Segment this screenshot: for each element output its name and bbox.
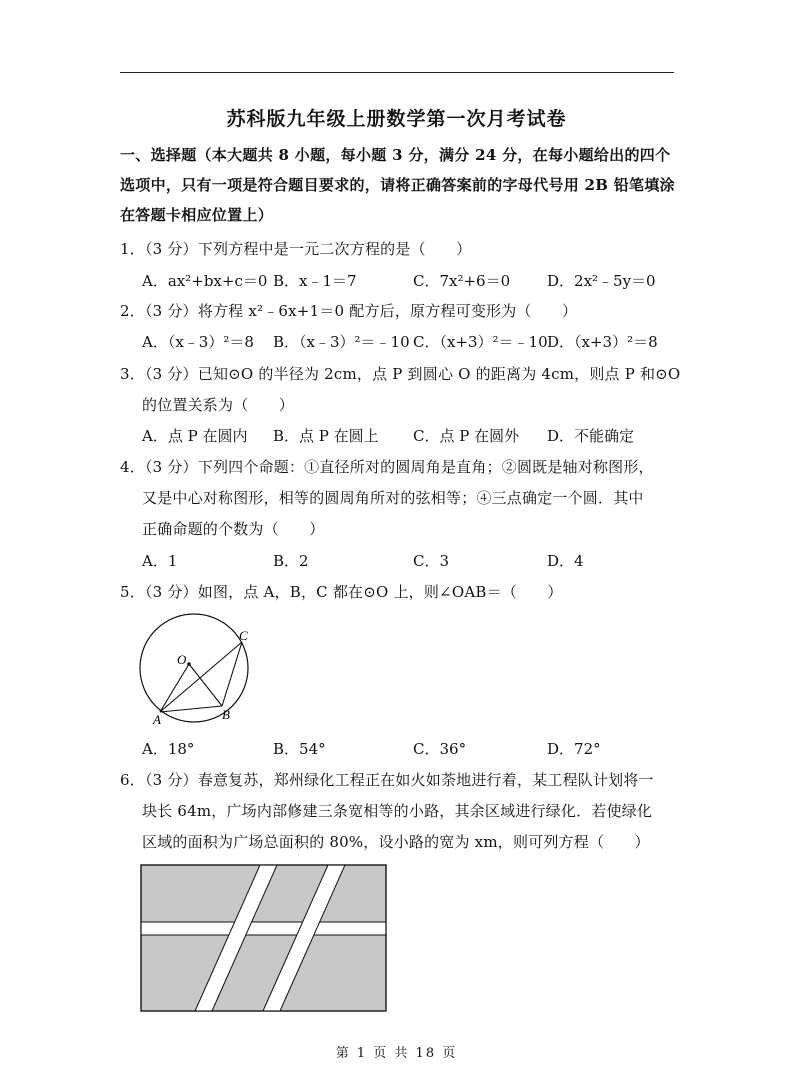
question-4-stem-line-1: 4．（3 分）下列四个命题：①直径所对的圆周角是直角；②圆既是轴对称图形， bbox=[120, 458, 654, 476]
question-3-option-b: B．点 P 在圆上 bbox=[273, 427, 379, 445]
question-3-option-a: A．点 P 在圆内 bbox=[142, 427, 248, 445]
top-rule bbox=[120, 72, 674, 73]
page-title: 苏科版九年级上册数学第一次月考试卷 bbox=[226, 108, 567, 130]
label-a: A bbox=[153, 712, 161, 727]
question-1-option-c: C．7x²+6＝0 bbox=[413, 272, 511, 290]
question-3-stem-line-2: 的位置关系为（ ） bbox=[142, 396, 295, 414]
question-5-stem: 5．（3 分）如图，点 A，B，C 都在⊙O 上，则∠OAB＝（ ） bbox=[120, 583, 563, 601]
question-3-option-c: C．点 P 在圆外 bbox=[413, 427, 520, 445]
section-heading: 一、选择题（本大题共 8 小题，每小题 3 分，满分 24 分，在每小题给出的四个选项中，只有一项是符合题目要求的，请将正确答案前的字母代号用 2B 铅笔填涂在答题卡相应位置上） bbox=[120, 146, 675, 224]
question-2-option-b: B．（x﹣3）²＝﹣10 bbox=[273, 333, 410, 351]
horizontal-path bbox=[141, 922, 386, 935]
question-4-option-b: B．2 bbox=[273, 552, 309, 570]
question-4-stem-line-2: 又是中心对称图形，相等的圆周角所对的弦相等；④三点确定一个圆．其中 bbox=[142, 489, 644, 507]
question-2-stem: 2．（3 分）将方程 x²﹣6x+1＝0 配方后，原方程可变形为（ ） bbox=[120, 302, 578, 320]
question-5-option-c: C．36° bbox=[413, 740, 467, 758]
question-6-stem-line-2: 块长 64m，广场内部修建三条宽相等的小路，其余区域进行绿化．若使绿化 bbox=[142, 802, 653, 820]
question-3-stem-line-1: 3．（3 分）已知⊙O 的半径为 2cm，点 P 到圆心 O 的距离为 4cm，则点 P 和⊙O bbox=[120, 365, 681, 383]
circle-o bbox=[140, 614, 248, 722]
question-6-stem-line-3: 区域的面积为广场总面积的 80%，设小路的宽为 xm，则可列方程（ ） bbox=[142, 833, 650, 851]
question-6-stem-line-1: 6．（3 分）春意复苏，郑州绿化工程正在如火如荼地进行着，某工程队计划将一 bbox=[120, 771, 654, 789]
question-4-option-d: D．4 bbox=[547, 552, 584, 570]
label-c: C bbox=[239, 628, 248, 643]
segment-ab bbox=[160, 706, 222, 712]
question-5-option-b: B．54° bbox=[273, 740, 326, 758]
question-1-option-a: A．ax²+bx+c＝0 bbox=[142, 272, 268, 290]
question-4-stem-line-3: 正确命题的个数为（ ） bbox=[142, 520, 325, 538]
center-dot bbox=[187, 662, 191, 666]
question-2-option-a: A．（x﹣3）²＝8 bbox=[142, 333, 254, 351]
circle-figure bbox=[130, 612, 260, 727]
segment-ac bbox=[160, 642, 242, 712]
question-2-option-d: D．（x+3）²＝8 bbox=[547, 333, 658, 351]
question-2-option-c: C．（x+3）²＝﹣10 bbox=[413, 333, 548, 351]
label-b: B bbox=[222, 707, 230, 722]
question-4-option-a: A．1 bbox=[142, 552, 178, 570]
question-1-option-b: B．x﹣1＝7 bbox=[273, 272, 357, 290]
question-1-stem: 1．（3 分）下列方程中是一元二次方程的是（ ） bbox=[120, 240, 472, 258]
question-5-option-a: A．18° bbox=[142, 740, 195, 758]
question-3-option-d: D．不能确定 bbox=[547, 427, 635, 445]
label-o: O bbox=[177, 652, 187, 667]
question-1-option-d: D．2x²﹣5y＝0 bbox=[547, 272, 656, 290]
page-footer: 第 1 页 共 18 页 bbox=[335, 1046, 458, 1061]
segment-ob bbox=[189, 664, 222, 706]
segment-bc bbox=[222, 642, 242, 706]
square-plaza-figure bbox=[140, 864, 388, 1014]
segment-oa bbox=[160, 664, 189, 712]
question-5-option-d: D．72° bbox=[547, 740, 601, 758]
question-4-option-c: C．3 bbox=[413, 552, 450, 570]
